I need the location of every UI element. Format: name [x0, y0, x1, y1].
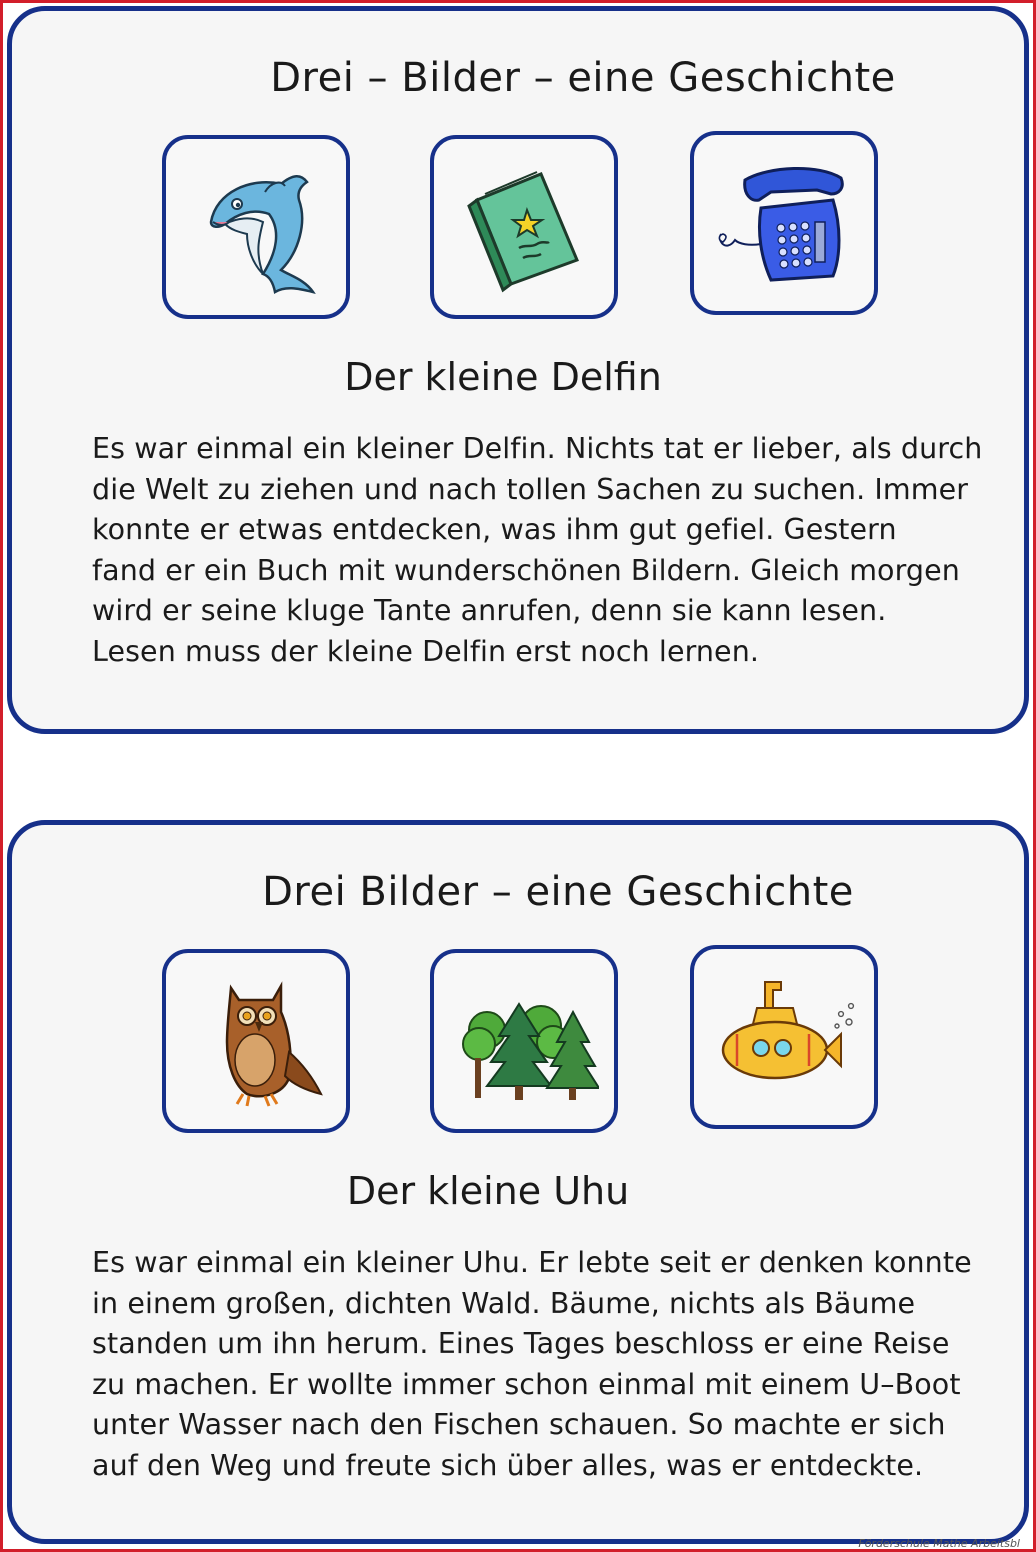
story-title: Der kleine Uhu: [346, 1169, 630, 1213]
picture-frame-submarine: [690, 945, 878, 1129]
story-line: fand er ein Buch mit wunderschönen Bildern. Gleich morgen: [92, 553, 960, 587]
book-icon: [449, 152, 599, 302]
story-card-delfin: [7, 6, 1029, 734]
submarine-icon: [709, 962, 859, 1112]
story-line: Es war einmal ein kleiner Uhu. Er lebte seit er denken konnte: [92, 1246, 972, 1279]
forest-icon: [449, 966, 599, 1116]
story-text: [92, 1243, 972, 1487]
picture-frame-dolphin: [162, 135, 350, 319]
story-line: unter Wasser nach den Fischen schauen. So machte er sich: [92, 1408, 946, 1442]
story-line: Lesen muss der kleine Delfin erst noch lernen.: [92, 634, 760, 668]
telephone-icon: [709, 148, 859, 298]
dolphin-icon: [181, 152, 331, 302]
story-line: wird er seine kluge Tante anrufen, denn sie kann lesen.: [92, 594, 887, 628]
story-title: Der kleine Delfin: [344, 355, 662, 399]
story-card-uhu: [7, 820, 1029, 1544]
story-line: zu machen. Er wollte immer schon einmal mit einem U–Boot: [92, 1367, 961, 1401]
picture-frame-forest: [430, 949, 618, 1133]
card-title: Drei Bilder – eine Geschichte: [262, 869, 854, 915]
story-line: Es war einmal ein kleiner Delfin. Nichts tat er lieber, als durch: [92, 432, 983, 465]
picture-frame-book: [430, 135, 618, 319]
story-text: [92, 429, 983, 673]
footer-watermark: Förderschule Mathe Arbeitsbl: [858, 1537, 1020, 1550]
picture-frame-telephone: [690, 131, 878, 315]
story-line: in einem großen, dichten Wald. Bäume, nichts als Bäume: [92, 1286, 916, 1320]
card-title: Drei – Bilder – eine Geschichte: [270, 55, 896, 101]
story-line: die Welt zu ziehen und nach tollen Sachen zu suchen. Immer: [92, 472, 969, 506]
picture-frame-owl: [162, 949, 350, 1133]
story-line: standen um ihn herum. Eines Tages beschloss er eine Reise: [92, 1327, 950, 1361]
story-line: auf den Weg und freute sich über alles, was er entdeckte.: [92, 1448, 924, 1482]
story-line: konnte er etwas entdecken, was ihm gut gefiel. Gestern: [92, 513, 897, 547]
owl-icon: [181, 966, 331, 1116]
